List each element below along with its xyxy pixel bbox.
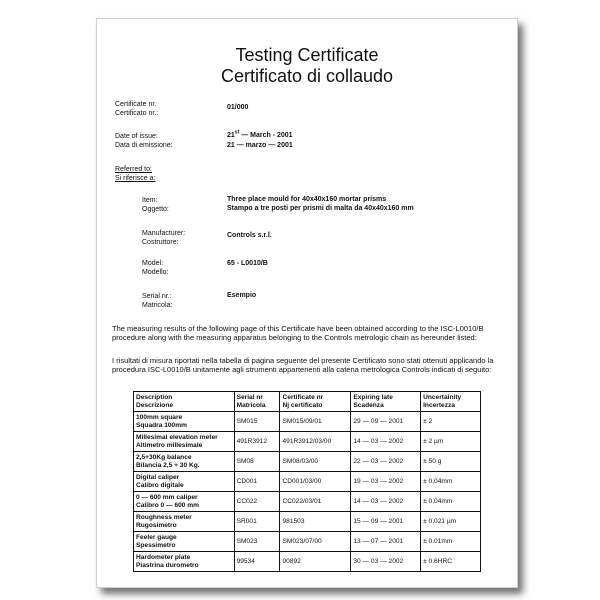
date-of-issue-value-it: 21 — marzo — 2001 [227,142,293,149]
item-value: Three place mould for 40x40x160 mortar prisms [227,196,387,203]
row-uncertainty: ± 2 [421,412,481,432]
item-value-it: Stampo a tre posti per prismi di malta da 40x40x160 mm [227,205,414,212]
row-serial: SR001 [234,512,280,532]
row-certificate: SM023/07/00 [280,532,351,552]
row-expiry: 14 — 03 — 2002 [351,492,421,512]
row-description: Roughness meter Rugosimetro [134,512,235,532]
title-italian: Certificato di collaudo [220,66,394,86]
certificate-nr-label-it: Certificato nr.: [115,110,159,117]
row-certificate: 00892 [280,552,351,572]
row-uncertainty: ± 0.01mm [421,532,481,552]
row-uncertainty: ± 0.6HRC [421,552,481,572]
table-row [134,532,481,552]
instruments-table [133,391,481,572]
certificate-page [96,18,518,588]
referred-to-label-it: Si riferisce a: [115,175,156,182]
row-expiry: 29 — 09 — 2001 [351,412,421,432]
table-row [134,552,481,572]
date-of-issue-label: Date of issue: [115,133,158,140]
model-value: 65 - L0010/B [227,260,268,267]
paragraph-italian: I risultati di misura riportati nella tabella di pagina seguente del presente Certificato sono stati ottenuti applicando la procedura ISC-L0010/B unitamente agli strumenti appartenenti alla catena metrologica Controls indicati di seguito: [112,356,494,374]
table-row [134,432,481,452]
row-description: Hardometer plate Piastrina durometro [134,552,235,572]
row-certificate: 981503 [280,512,351,532]
row-certificate: SM015/09/01 [280,412,351,432]
table-row [134,492,481,512]
paragraph-english: The measuring results of the following page of this Certificate have been obtained according to the ISC-L0010/B procedure along with the measuring apparatus belonging to the Controls metrologic chain as hereunder listed: [112,324,484,342]
row-description: Feeler gauge Spessimetro [134,532,235,552]
table-row [134,512,481,532]
header-description: Description Descrizione [134,392,235,412]
table-header-row [134,392,481,412]
row-expiry: 13 — 07 — 2001 [351,532,421,552]
row-uncertainty: ± 0,04mm [421,472,481,492]
row-uncertainty: ± 0,021 µm [421,512,481,532]
row-serial: SM015 [234,412,280,432]
row-uncertainty: ± 50 g [421,452,481,472]
row-description: 2,5+30Kg balance Bilancia 2,5 + 30 Kg. [134,452,235,472]
item-label: Item: [142,197,158,204]
header-certificate: Certificate nr Nj certificato [280,392,351,412]
row-expiry: 15 — 09 — 2001 [351,512,421,532]
date-of-issue-value: 21st — March - 2001 [227,129,293,139]
manufacturer-label-it: Costruttore: [142,239,179,246]
header-expiry: Expiring late Scadenza [351,392,421,412]
row-expiry: 14 — 03 — 2002 [351,432,421,452]
date-of-issue-label-it: Data di emissione: [115,142,173,149]
row-serial: 99534 [234,552,280,572]
table-row [134,472,481,492]
table-row [134,452,481,472]
row-description: 100mm square Squadra 100mm [134,412,235,432]
row-uncertainty: ± 2 µm [421,432,481,452]
row-certificate: 491R3912/03/00 [280,432,351,452]
header-serial: Serial nr Matricola [234,392,280,412]
row-certificate: CD001/03/00 [280,472,351,492]
row-certificate: SM08/03/00 [280,452,351,472]
certificate-nr-label: Certificate nr. [115,101,157,108]
row-expiry: 30 — 03 — 2002 [351,552,421,572]
row-expiry: 19 — 03 — 2002 [351,472,421,492]
row-certificate: CC022/03/01 [280,492,351,512]
serial-value: Esempio [227,292,257,299]
row-serial: CD001 [234,472,280,492]
model-label: Model: [142,260,164,267]
title-english: Testing Certificate [235,45,379,65]
row-expiry: 22 — 03 — 2002 [351,452,421,472]
manufacturer-value: Controls s.r.l. [227,232,272,239]
model-label-it: Modello: [142,269,169,276]
row-description: 0 — 600 mm caliper Calibro 0 — 600 mm [134,492,235,512]
manufacturer-label: Manufacturer: [142,230,186,237]
certificate-nr-value: 01/000 [227,104,249,111]
serial-label-it: Matricola: [142,302,173,309]
row-description: Millesimal elevation meter Altimetro millesimale [134,432,235,452]
header-uncertainty: Uncertainity Incertezza [421,392,481,412]
row-serial: SM08 [234,452,280,472]
table-row [134,412,481,432]
serial-label: Serial nr.: [142,293,172,300]
row-serial: SM023 [234,532,280,552]
item-label-it: Oggetto: [142,206,169,213]
row-uncertainty: ± 0,04mm [421,492,481,512]
referred-to-label: Referred to: [115,166,152,173]
row-serial: CC022 [234,492,280,512]
row-description: Digital caliper Calibro digitale [134,472,235,492]
row-serial: 491R3912 [234,432,280,452]
